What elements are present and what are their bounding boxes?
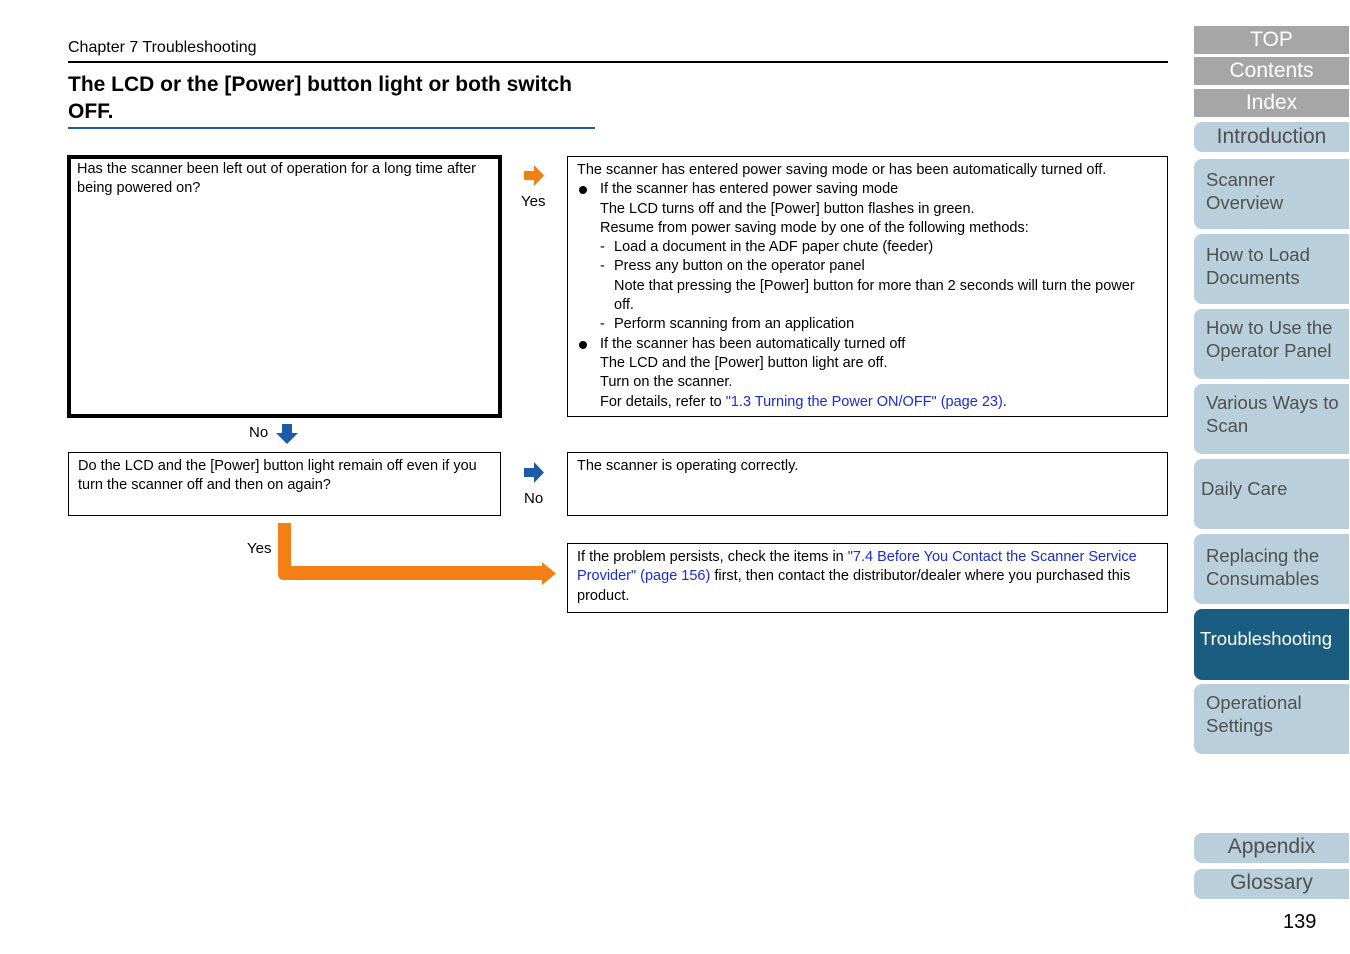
- dash-3-text: Perform scanning from an application: [614, 316, 855, 333]
- answer-3-prefix: If the problem persists, check the items in: [577, 549, 848, 565]
- nav-contents-button[interactable]: Contents: [1194, 57, 1349, 85]
- details-line: [600, 393, 1158, 412]
- nav-top-button[interactable]: TOP: [1194, 26, 1349, 54]
- no-arrow-down-icon: [275, 423, 299, 445]
- nav-ways-to-scan-label: Various Ways to Scan: [1206, 392, 1339, 436]
- nav-appendix[interactable]: Appendix: [1194, 833, 1349, 863]
- bullet-2-title: If the scanner has been automatically turned off: [600, 335, 906, 352]
- page-number: 139: [1283, 911, 1317, 933]
- question-box-1: [67, 155, 502, 418]
- bullet-2-line-2: Turn on the scanner.: [600, 374, 733, 391]
- bullet-power-saving: [577, 180, 1158, 334]
- dash-2-text: Press any button on the operator panel: [614, 258, 865, 275]
- nav-operator-panel-label: How to Use the Operator Panel: [1206, 317, 1333, 361]
- yes-label-2: Yes: [247, 540, 272, 557]
- nav-glossary[interactable]: Glossary: [1194, 869, 1349, 899]
- no-arrow-right-icon: [522, 461, 546, 485]
- nav-operator-panel[interactable]: [1194, 309, 1349, 379]
- title-underline: [68, 127, 595, 129]
- answer-3-suffix: first, then contact the distributor/dealer where you purchased this product.: [577, 568, 1131, 604]
- yes-label-1: Yes: [521, 193, 546, 210]
- dash-item-2: - Press any button on the operator panel Note that pressing the [Power] button for more than 2 seconds will turn the power off.: [600, 258, 1135, 314]
- nav-how-to-load[interactable]: [1194, 234, 1349, 304]
- answer-1-intro: The scanner has entered power saving mode or has been automatically turned off.: [577, 162, 1107, 178]
- nav-consumables-label: Replacing the Consumables: [1206, 545, 1320, 589]
- answer-2-text: The scanner is operating correctly.: [577, 458, 799, 474]
- nav-troubleshooting-label: Troubleshooting: [1200, 628, 1332, 649]
- question-1-text: Has the scanner been left out of operation for a long time after being powered on?: [77, 161, 476, 197]
- nav-daily-care[interactable]: [1194, 459, 1349, 529]
- question-box-2: [68, 452, 501, 516]
- yes-path-arrow-icon: [278, 523, 560, 587]
- details-suffix: .: [1002, 393, 1007, 410]
- nav-operational-settings-label: Operational Settings: [1206, 692, 1302, 736]
- dash-2-note: Note that pressing the [Power] button for more than 2 seconds will turn the power off.: [614, 277, 1135, 314]
- chapter-header: Chapter 7 Troubleshooting: [68, 39, 257, 56]
- question-2-text: Do the LCD and the [Power] button light remain off even if you turn the scanner off and then on again?: [78, 458, 477, 494]
- bullet-1-line-2: Resume from power saving mode by one of the following methods:: [600, 219, 1029, 236]
- nav-troubleshooting[interactable]: [1194, 609, 1349, 680]
- nav-how-to-load-label: How to Load Documents: [1206, 244, 1310, 288]
- nav-index-button[interactable]: Index: [1194, 89, 1349, 117]
- page-title: The LCD or the [Power] button light or both switch OFF.: [68, 73, 572, 123]
- answer-box-3: [567, 543, 1168, 613]
- nav-daily-care-label: Daily Care: [1201, 478, 1288, 499]
- nav-scanner-overview-label: Scanner Overview: [1206, 169, 1284, 213]
- header-rule: [68, 61, 1168, 63]
- nav-scanner-overview[interactable]: [1194, 159, 1349, 229]
- yes-arrow-icon: [522, 164, 546, 188]
- nav-operational-settings[interactable]: [1194, 684, 1349, 754]
- bullet-1-title: If the scanner has entered power saving mode: [600, 181, 899, 198]
- nav-consumables[interactable]: [1194, 534, 1349, 604]
- details-prefix: For details, refer to: [600, 393, 726, 410]
- bullet-2-line-1: The LCD and the [Power] button light are off.: [600, 354, 888, 371]
- dash-item-1: - Load a document in the ADF paper chute (feeder): [600, 239, 934, 256]
- bullet-auto-off: [577, 335, 1158, 412]
- power-on-off-link[interactable]: "1.3 Turning the Power ON/OFF" (page 23): [725, 393, 1003, 410]
- no-label-1: No: [249, 424, 269, 441]
- answer-box-2: [567, 452, 1168, 516]
- dash-item-3: - Perform scanning from an application: [600, 316, 855, 333]
- answer-box-1: [567, 156, 1168, 417]
- nav-ways-to-scan[interactable]: [1194, 384, 1349, 454]
- contact-provider-link[interactable]: "7.4 Before You Contact the Scanner Service Provider" (page 156): [577, 549, 1137, 585]
- nav-introduction[interactable]: Introduction: [1194, 122, 1349, 152]
- dash-1-text: Load a document in the ADF paper chute (feeder): [614, 239, 934, 256]
- no-label-2: No: [524, 490, 544, 507]
- bullet-1-line-1: The LCD turns off and the [Power] button flashes in green.: [600, 200, 975, 217]
